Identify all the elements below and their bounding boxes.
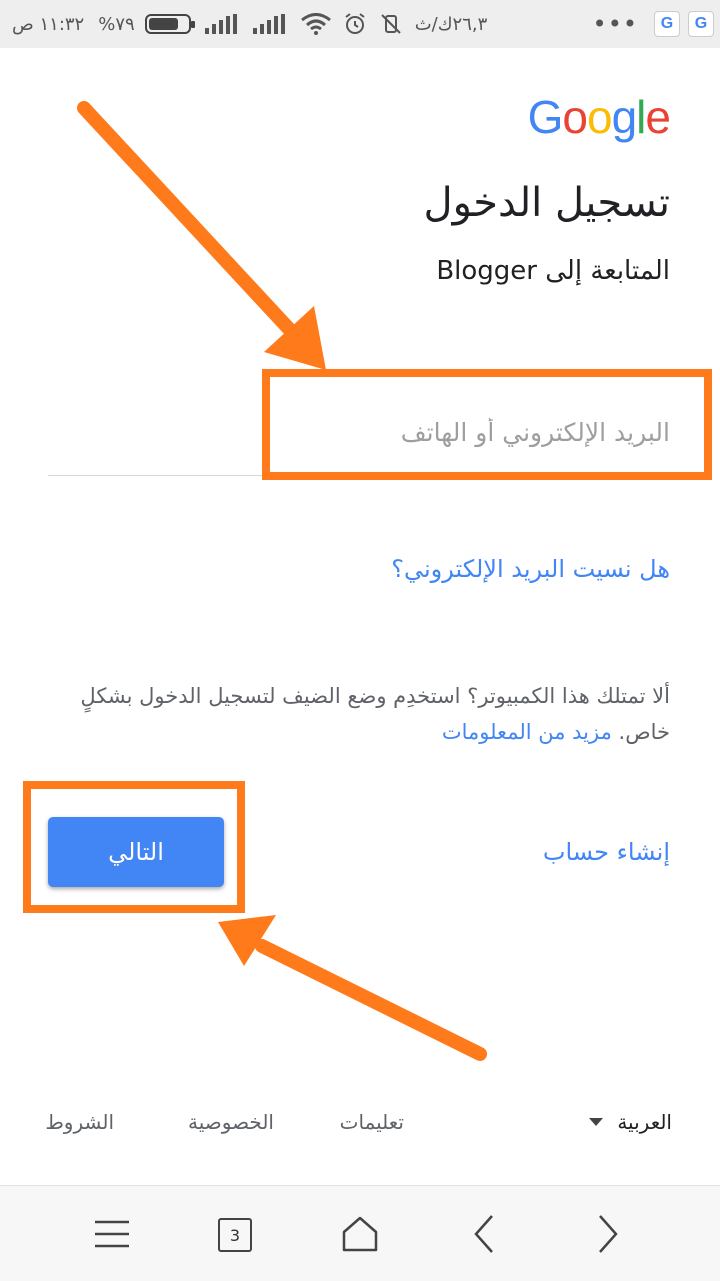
- menu-icon[interactable]: [92, 1214, 132, 1254]
- browser-nav-bar: [0, 1185, 720, 1281]
- help-link[interactable]: تعليمات: [339, 1110, 404, 1134]
- home-icon[interactable]: [340, 1214, 380, 1254]
- signal-icon-2: [253, 14, 285, 34]
- clock: ١١:٣٢ ص: [12, 13, 85, 35]
- more-notifications-icon: •••: [592, 10, 638, 38]
- privacy-link[interactable]: الخصوصية: [188, 1110, 274, 1134]
- annotation-box-email: [262, 369, 712, 480]
- battery-icon: [145, 14, 191, 34]
- annotation-arrow-email: [84, 108, 326, 370]
- forgot-email-link[interactable]: هل نسيت البريد الإلكتروني؟: [391, 555, 670, 583]
- caret-down-icon: [589, 1118, 603, 1126]
- learn-more-link[interactable]: مزيد من المعلومات: [441, 720, 612, 744]
- terms-link[interactable]: الشروط: [45, 1110, 114, 1134]
- google-notification-icon-2: G: [688, 11, 714, 37]
- footer: [0, 1100, 720, 1146]
- vibrate-off-icon: [379, 12, 403, 36]
- annotation-box-next: [23, 781, 245, 913]
- guest-mode-notice: [48, 678, 670, 750]
- language-select[interactable]: [589, 1110, 672, 1134]
- battery-percent: %٧٩: [98, 13, 135, 35]
- language-label: العربية: [617, 1110, 672, 1134]
- back-icon[interactable]: [464, 1214, 504, 1254]
- signal-icon: [205, 14, 237, 34]
- alarm-icon: [343, 12, 367, 36]
- google-notification-icon: G: [654, 11, 680, 37]
- wifi-icon: [301, 13, 331, 35]
- tab-switcher-button[interactable]: 3: [218, 1218, 252, 1252]
- annotation-arrow-next: [218, 915, 480, 1054]
- google-logo: Google: [527, 91, 670, 143]
- network-speed: ٢٦,٣ك/ث: [414, 13, 488, 35]
- create-account-link[interactable]: إنشاء حساب: [542, 838, 670, 866]
- forward-icon[interactable]: [588, 1214, 628, 1254]
- guest-mode-text: ألا تمتلك هذا الكمبيوتر؟ استخدِم وضع الضيف لتسجيل الدخول بشكلٍ خاص.: [80, 684, 670, 744]
- page-title: تسجيل الدخول: [423, 180, 670, 226]
- next-button[interactable]: التالي: [48, 817, 224, 887]
- status-bar: [0, 0, 720, 48]
- page-subtitle: المتابعة إلى Blogger: [436, 256, 670, 286]
